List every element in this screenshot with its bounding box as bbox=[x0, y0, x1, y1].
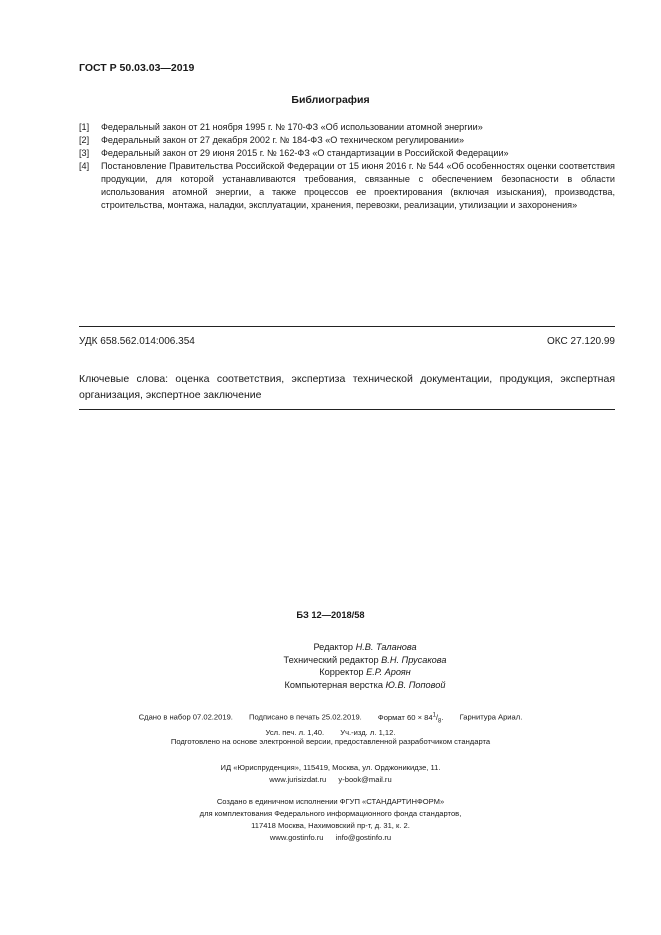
bibliography-item bbox=[79, 160, 615, 212]
format-denominator: 8 bbox=[438, 718, 442, 725]
print-details bbox=[0, 709, 661, 739]
bibliography-item-number: [3] bbox=[79, 148, 90, 158]
publisher-block bbox=[0, 762, 661, 844]
udk-code: УДК 658.562.014:006.354 bbox=[79, 336, 195, 347]
bibliography-item-text: Федеральный закон от 29 июня 2015 г. № 162-ФЗ «О стандартизации в Российской Федерации» bbox=[101, 148, 509, 158]
oks-code: ОКС 27.120.99 bbox=[547, 336, 615, 347]
publisher-site-link[interactable]: www.jurisizdat.ru bbox=[269, 775, 327, 784]
creator-email-link[interactable]: info@gostinfo.ru bbox=[335, 833, 392, 842]
sheets-label: Усл. печ. л. bbox=[265, 728, 306, 738]
bibliography-item-number: [2] bbox=[79, 135, 90, 145]
standard-number: ГОСТ Р 50.03.03—2019 bbox=[79, 62, 195, 74]
credit-role: Технический редактор bbox=[283, 654, 379, 665]
creator-address: 117418 Москва, Нахимовский пр-т, д. 31, к. 2. bbox=[251, 821, 410, 830]
pub-sheets-value: 1,12. bbox=[378, 728, 396, 738]
credit-person: Н.В. Таланова bbox=[355, 642, 417, 652]
pub-sheets-label: Уч.-изд. л. bbox=[340, 728, 377, 738]
credit-layout bbox=[0, 679, 661, 692]
sheets-value: 1,40. bbox=[307, 728, 325, 738]
keywords: Ключевые слова: оценка соответствия, экспертиза технической документации, продукция, экспертная организация, экспертное заключение bbox=[79, 373, 615, 401]
creator-site-link[interactable]: www.gostinfo.ru bbox=[269, 833, 324, 842]
credit-person: В.Н. Прусакова bbox=[381, 654, 447, 665]
format-prefix: Формат 60 × 84 bbox=[377, 712, 433, 722]
credit-role: Редактор bbox=[313, 642, 353, 652]
prepared-note: Подготовлено на основе электронной версии, предоставленной разработчиком стандарта bbox=[170, 737, 491, 746]
creator-line1: Создано в единичном исполнении ФГУП «СТАНДАРТИНФОРМ» bbox=[216, 797, 445, 806]
bibliography-item bbox=[79, 134, 615, 147]
print-details-line1 bbox=[0, 709, 661, 727]
bibliography-item-number: [4] bbox=[79, 161, 90, 171]
publisher-address: ИД «Юриспруденция», 115419, Москва, ул. Орджоникидзе, 11. bbox=[220, 763, 441, 772]
publisher-contacts bbox=[0, 774, 661, 786]
creator-contacts bbox=[0, 832, 661, 844]
bibliography-item-text: Постановление Правительства Российской Федерации от 15 июня 2016 г. № 544 «Об особенностях оценки соответствия продукции, для которой устанавливаются требования, связанные с обеспечением безопасности в области использования атомной энергии, а также процессов ее проектирования (включая изыскания), производства, строительства, монтажа, наладки, эксплуатации, хранения, перевозки, реализации, утилизации и захоронения» bbox=[101, 161, 615, 210]
bibliography-item-text: Федеральный закон от 27 декабря 2002 г. № 184-ФЗ «О техническом регулировании» bbox=[101, 135, 464, 145]
publisher-email-link[interactable]: y-book@mail.ru bbox=[338, 775, 392, 784]
bibliography-item-number: [1] bbox=[79, 122, 90, 132]
credit-person: Е.Р. Ароян bbox=[366, 667, 411, 678]
bibliography-item bbox=[79, 147, 615, 160]
credit-editor bbox=[0, 641, 661, 654]
bibliography-item-text: Федеральный закон от 21 ноября 1995 г. № 170-ФЗ «Об использовании атомной энергии» bbox=[101, 122, 483, 132]
credit-tech-editor bbox=[0, 654, 661, 667]
signed-date: Подписано в печать 25.02.2019. bbox=[249, 712, 362, 722]
divider-top bbox=[79, 326, 615, 327]
credit-person: Ю.В. Поповой bbox=[385, 679, 446, 690]
bibliography-title: Библиография bbox=[291, 94, 370, 106]
creator-line2: для комплектования Федерального информационного фонда стандартов, bbox=[199, 809, 462, 818]
credit-proofreader bbox=[0, 666, 661, 679]
bibliography-item bbox=[79, 121, 615, 134]
typeface: Гарнитура Ариал. bbox=[459, 712, 523, 722]
credit-role: Компьютерная верстка bbox=[284, 679, 383, 690]
bibliography-list bbox=[79, 121, 615, 212]
format: Формат $60 \times 84^1/_8$. bbox=[377, 712, 444, 725]
credits-block bbox=[0, 641, 661, 691]
format-numerator: 1 bbox=[432, 712, 436, 718]
bz-number: БЗ 12—2018/58 bbox=[296, 610, 365, 620]
credit-role: Корректор bbox=[319, 667, 364, 678]
divider-bottom bbox=[79, 409, 615, 410]
submitted-date: Сдано в набор 07.02.2019. bbox=[138, 712, 233, 722]
